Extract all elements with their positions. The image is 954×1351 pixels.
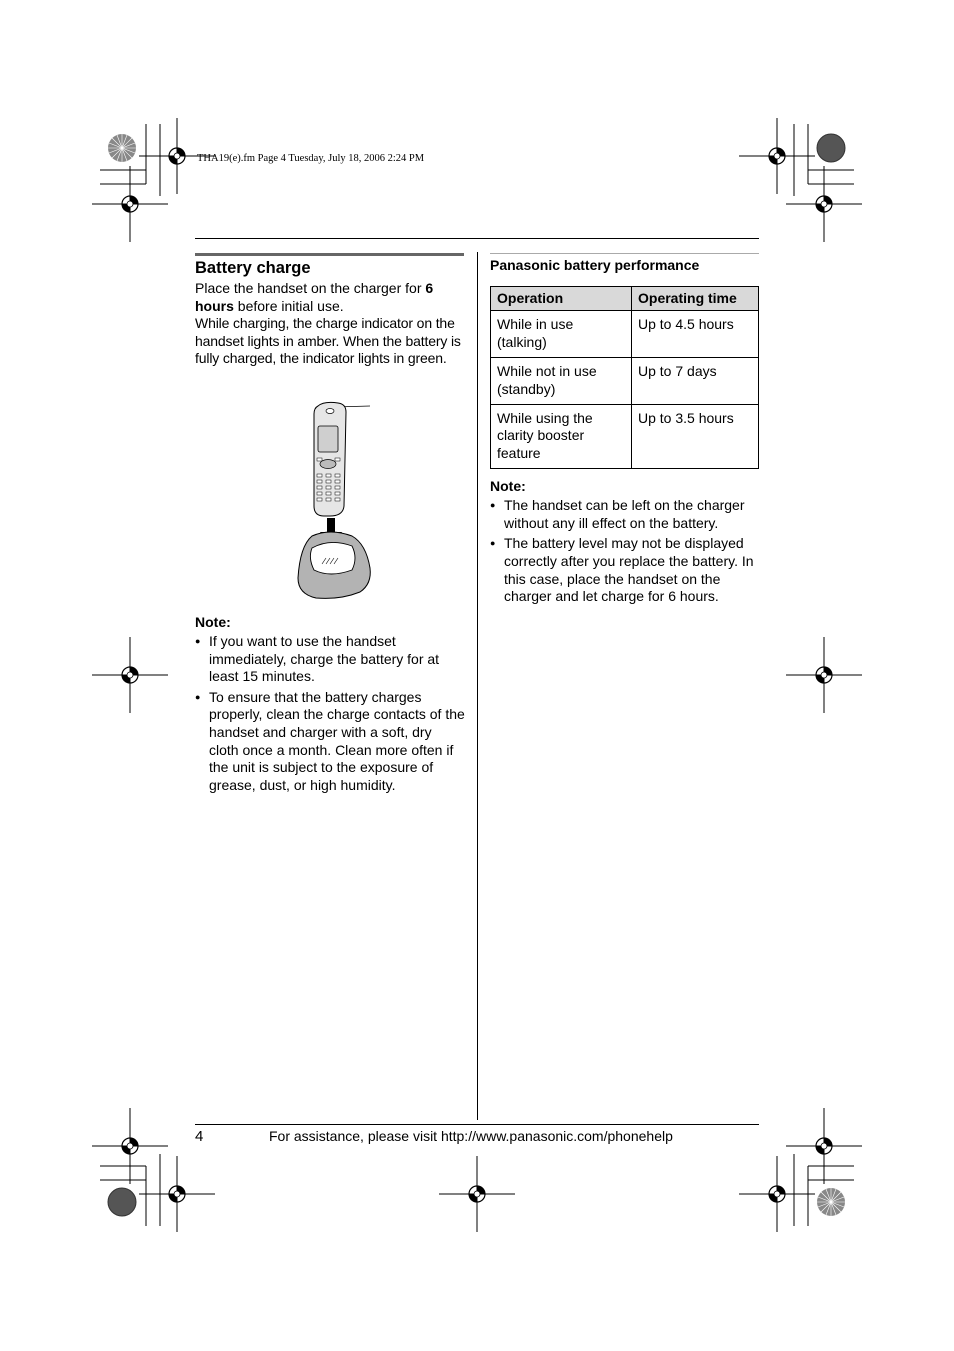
list-item: ● The handset can be left on the charger without any ill effect on the battery. [490,497,760,532]
table-cell: Up to 3.5 hours [632,405,759,469]
table-title: Panasonic battery performance [490,257,700,273]
left-heading-rule [195,253,464,256]
list-item: ● To ensure that the battery charges properly, clean the charge contacts of the handset and charger with a soft, dry cloth once a month. Clean more often if the unit is subject to the exposure of grease, dust, or high humidity. [195,689,465,795]
table-header-row [491,287,759,311]
footer-assistance-text: For assistance, please visit http://www.panasonic.com/phonehelp [269,1128,673,1144]
table-cell: Up to 7 days [632,358,759,405]
table-cell: While not in use (standby) [491,358,632,405]
list-item: ● If you want to use the handset immediately, charge the battery for at least 15 minutes. [195,633,465,686]
left-note-list [195,633,465,794]
right-note-list [490,497,760,606]
left-note-heading: Note: [195,614,231,630]
battery-performance-table [490,286,759,469]
top-rule [195,238,759,239]
handset-charger-illustration [290,398,380,608]
left-column [195,259,465,368]
left-notes [195,614,465,797]
table-cell: While using the clarity booster feature [491,405,632,469]
table-row [491,311,759,358]
intro-bold: 6 hours [195,280,434,314]
table-cell: Up to 4.5 hours [632,311,759,358]
print-header: THA19(e).fm Page 4 Tuesday, July 18, 2006 2:24 PM [197,153,425,164]
column-divider [477,252,478,1120]
right-column [490,257,760,609]
right-heading-rule [490,253,759,254]
right-note-heading: Note: [490,478,526,495]
table-header-cell: Operation [491,287,632,311]
table-cell: While in use (talking) [491,311,632,358]
footer-rule [195,1124,759,1125]
page-number: 4 [195,1128,204,1145]
table-row [491,358,759,405]
intro-text-end: before initial use. [233,297,344,314]
charging-paragraph: While charging, the charge indicator on the handset lights in amber. When the battery is fully charged, the indicator lights in green. [195,315,461,367]
intro-text: Place the handset on the charger for [195,280,426,296]
table-row [491,405,759,469]
list-item: ● The battery level may not be displayed correctly after you replace the battery. In this case, place the handset on the charger and let charge for 6 hours. [490,535,760,605]
section-title: Battery charge [195,259,311,277]
intro-paragraph [195,280,465,315]
table-header-cell: Operating time [632,287,759,311]
